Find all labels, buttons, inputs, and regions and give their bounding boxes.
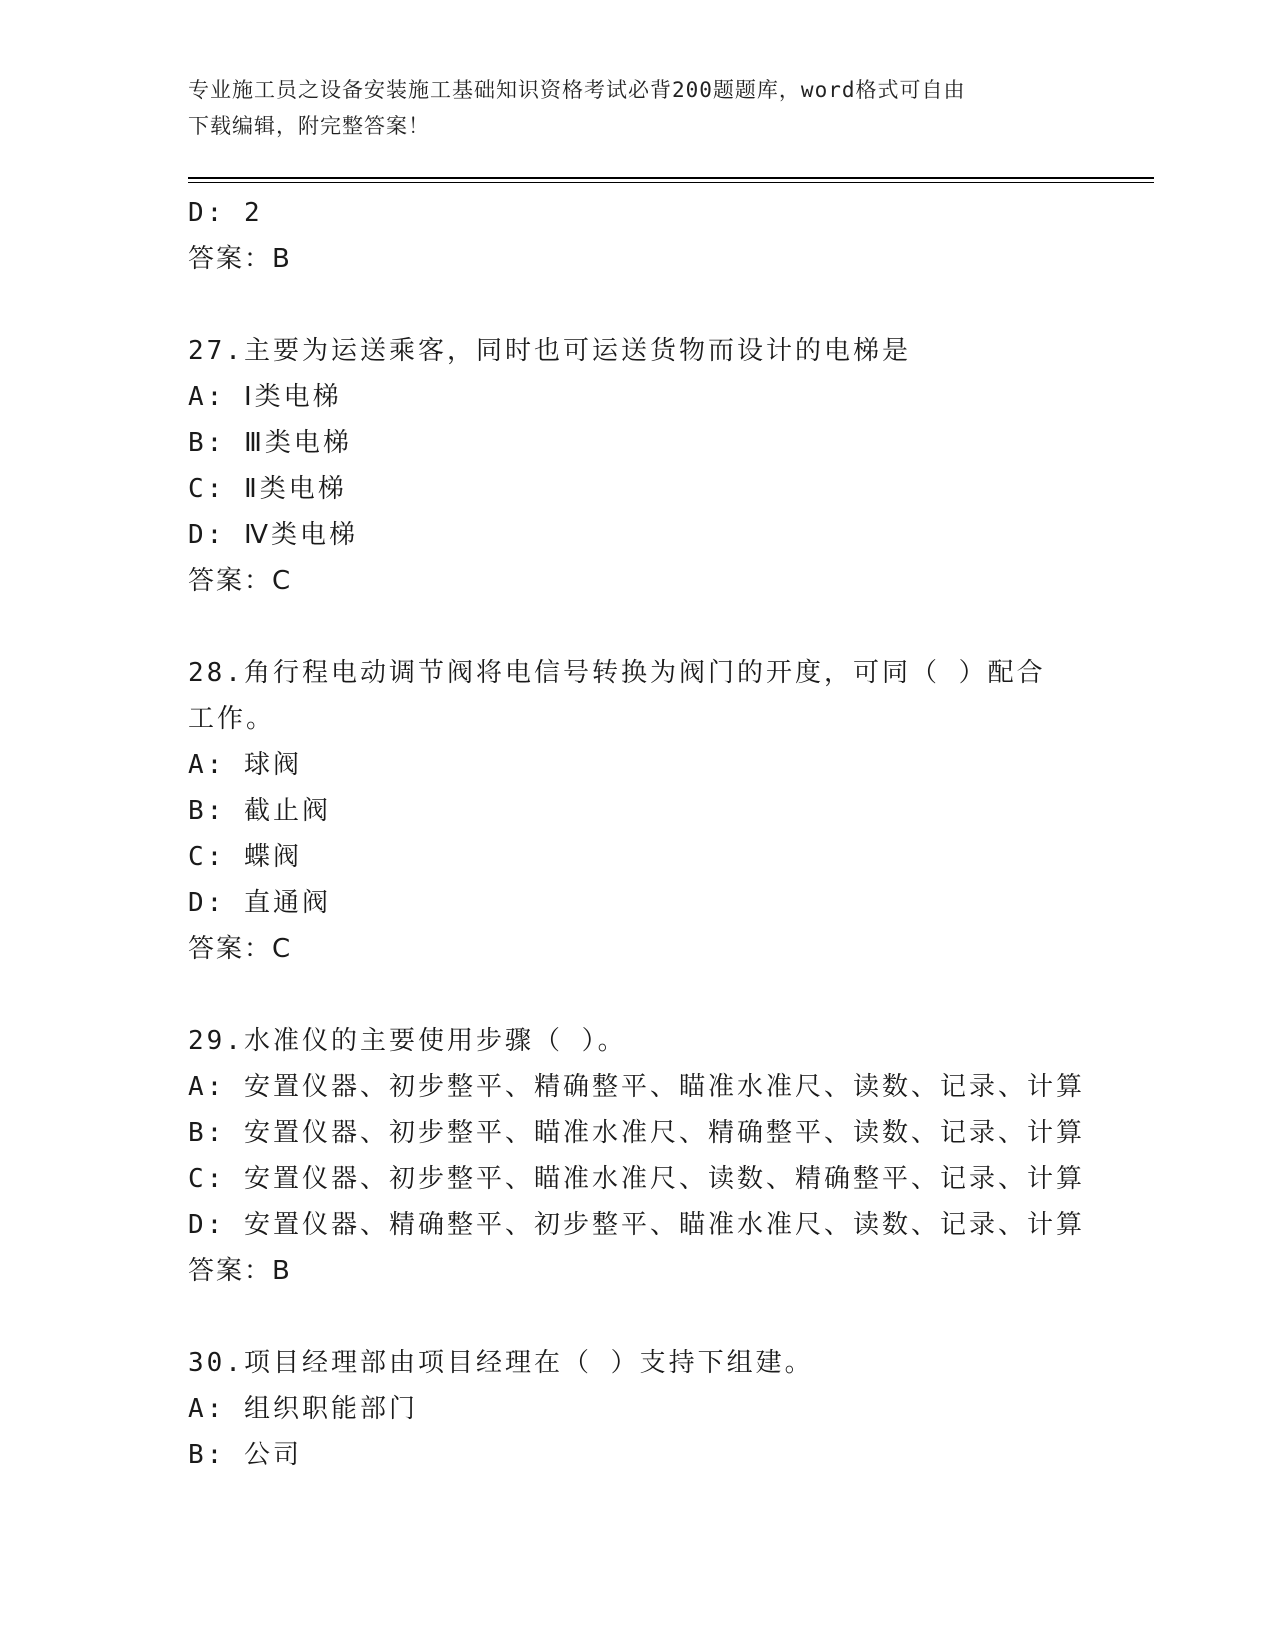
option-b: B: 公司 <box>188 1440 302 1470</box>
answer: 答案：C <box>188 934 293 964</box>
option-b: B: 安置仪器、初步整平、瞄准水准尺、精确整平、读数、记录、计算 <box>188 1118 1085 1148</box>
question-27 <box>188 328 1154 604</box>
header-rule-thin <box>188 182 1154 183</box>
header-line-1: 专业施工员之设备安装施工基础知识资格考试必背200题题库，word格式可自由 <box>188 78 966 102</box>
prev-option-d: D: 2 <box>188 198 263 228</box>
option-d: D: Ⅳ类电梯 <box>188 520 358 550</box>
option-c: C: Ⅱ类电梯 <box>188 474 347 504</box>
question-29 <box>188 1018 1154 1294</box>
question-stem: 28.角行程电动调节阀将电信号转换为阀门的开度，可同（ ）配合工作。 <box>188 658 1046 734</box>
document-header <box>188 72 1088 144</box>
option-a: A: 球阀 <box>188 750 302 780</box>
option-c: C: 安置仪器、初步整平、瞄准水准尺、读数、精确整平、记录、计算 <box>188 1164 1085 1194</box>
option-d: D: 安置仪器、精确整平、初步整平、瞄准水准尺、读数、记录、计算 <box>188 1210 1085 1240</box>
header-line-2: 下载编辑，附完整答案！ <box>188 114 430 138</box>
answer: 答案：C <box>188 566 293 596</box>
prev-answer: 答案：B <box>188 244 292 274</box>
question-28 <box>188 650 1154 972</box>
option-b: B: 截止阀 <box>188 796 331 826</box>
option-a: A: 组织职能部门 <box>188 1394 418 1424</box>
question-stem: 30.项目经理部由项目经理在（ ）支持下组建。 <box>188 1348 814 1378</box>
option-b: B: Ⅲ类电梯 <box>188 428 352 458</box>
question-stem: 27.主要为运送乘客，同时也可运送货物而设计的电梯是 <box>188 336 911 366</box>
option-a: A: Ⅰ类电梯 <box>188 382 342 412</box>
option-d: D: 直通阀 <box>188 888 331 918</box>
answer: 答案：B <box>188 1256 292 1286</box>
option-c: C: 蝶阀 <box>188 842 302 872</box>
question-30 <box>188 1340 1154 1478</box>
header-rule <box>188 177 1154 179</box>
option-a: A: 安置仪器、初步整平、精确整平、瞄准水准尺、读数、记录、计算 <box>188 1072 1085 1102</box>
question-stem: 29.水准仪的主要使用步骤（ ）。 <box>188 1026 627 1056</box>
question-list <box>188 190 1154 1478</box>
